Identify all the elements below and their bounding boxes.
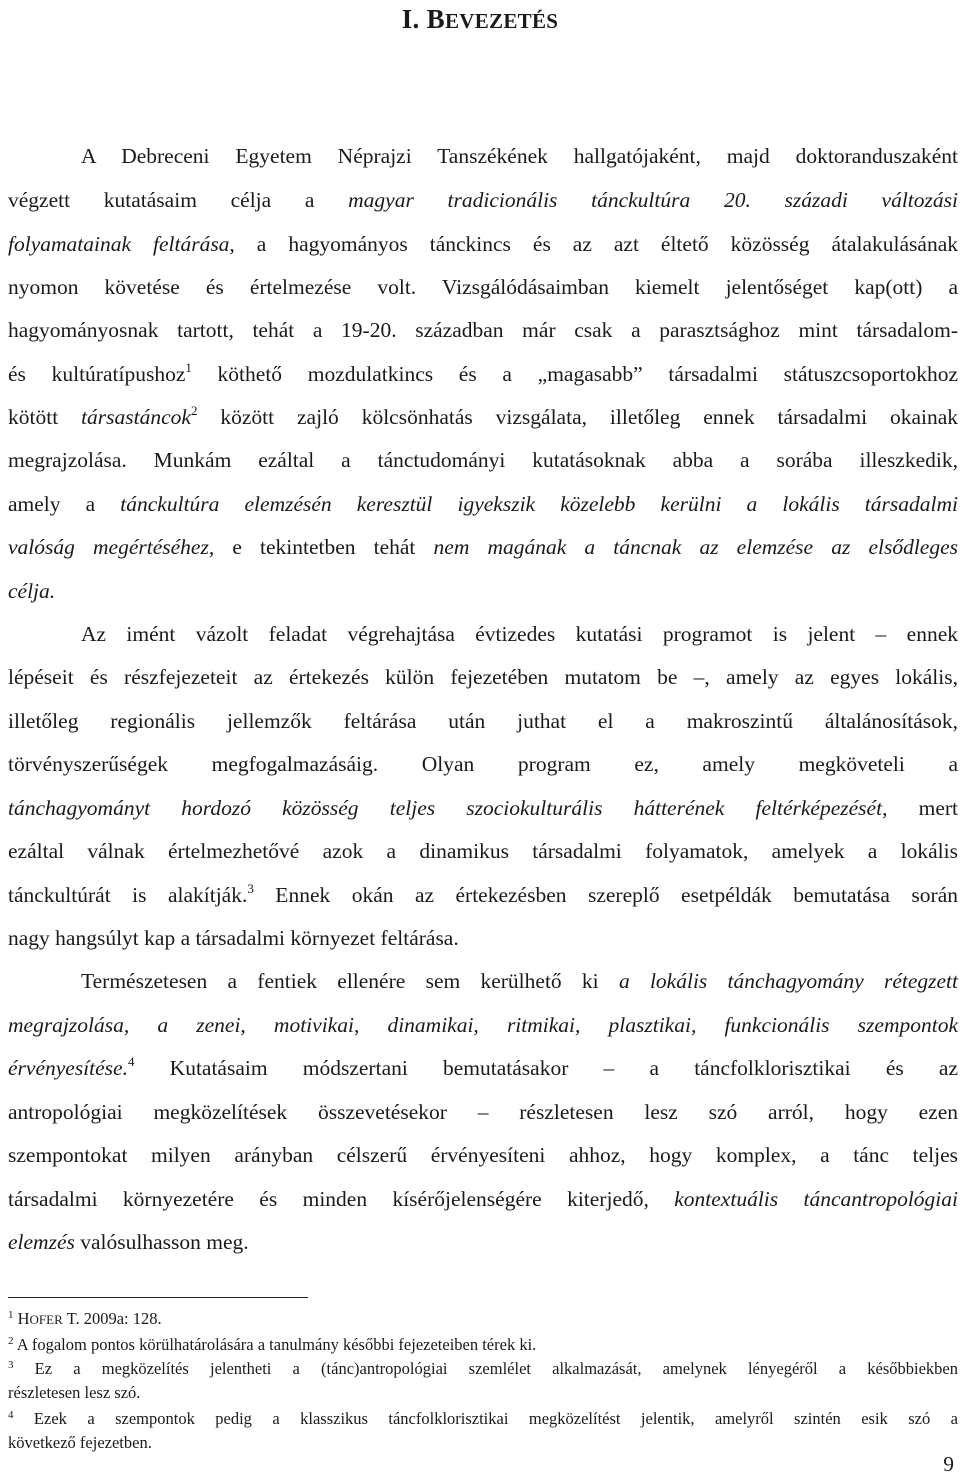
footnote-3: $^3$ Ez a megközelítés jelentheti a (tánc)antropológiai szemlélet alkalmazását, amelynek lényegéről a későbbiekben: [8, 1359, 958, 1378]
paragraph-1-line: megrajzolása. Munkám ezáltal a tánctudományi kutatásoknak abba a sorába illeszkedik,: [8, 448, 958, 472]
paragraph-1-line: hagyományosnak tartott, tehát a 19-20. században már csak a parasztsághoz mint társadalom-: [8, 318, 958, 342]
paragraph-2-line: Az imént vázolt feladat végrehajtása évtizedes kutatási programot is jelent – ennek: [81, 622, 958, 646]
paragraph-1-line: valóság megértéséhez, e tekintetben tehát nem magának a táncnak az elemzése az elsődleges: [8, 535, 958, 559]
paragraph-2-line: tánchagyományt hordozó közösség teljes szociokulturális hátterének feltérképezését, mert: [8, 796, 959, 820]
paragraph-3-line: elemzés valósulhasson meg.: [8, 1230, 249, 1254]
paragraph-3-line: megrajzolása, a zenei, motivikai, dinamikai, ritmikai, plasztikai, funkcionális szempontok: [8, 1013, 958, 1037]
footnote-ref-1: 1: [185, 360, 192, 375]
paragraph-1-line: célja.: [8, 579, 56, 603]
paragraph-2-line: illetőleg regionális jellemzők feltárása után juthat el a makroszintű általánosítások,: [8, 709, 958, 733]
paragraph-3-line: érvényesítése.$^4$ Kutatásaim módszertani bemutatásakor – a táncfolklorisztikai és az: [8, 1054, 958, 1080]
paragraph-1-line: kötött társastáncok$^2$ között zajló kölcsönhatás vizsgálata, illetőleg ennek társadalmi okainak: [8, 403, 958, 429]
footnote-separator: [8, 1297, 308, 1298]
paragraph-3-line: szempontokat milyen arányban célszerű érvényesíteni ahhoz, hogy komplex, a tánc teljes: [8, 1143, 958, 1167]
chapter-heading: [0, 2, 960, 38]
paragraph-3-line: antropológiai megközelítések összevetésekor – részletesen lesz szó arról, hogy ezen: [8, 1100, 958, 1124]
paragraph-2-line: ezáltal válnak értelmezhetővé azok a dinamikus társadalmi folyamatok, amelyek a lokális: [8, 839, 958, 863]
paragraph-1-line: végzett kutatásaim célja a magyar tradicionális tánckultúra 20. századi változási: [8, 188, 958, 212]
paragraph-2-line: tánckultúrát is alakítják.$^3$ Ennek okán az értekezésben szereplő esetpéldák bemutatása során: [8, 881, 958, 907]
paragraph-3-line: társadalmi környezetére és minden kísérőjelenségére kiterjedő, kontextuális táncantropológiai: [8, 1187, 958, 1211]
paragraph-1-line: nyomon követése és értelmezése volt. Vizsgálódásaimban kiemelt jelentőséget kap(ott) a: [8, 275, 958, 299]
page-number: 9: [943, 1452, 954, 1476]
paragraph-2-line: törvényszerűségek megfogalmazásáig. Olyan program ez, amely megköveteli a: [8, 752, 958, 776]
paragraph-1-line: folyamatainak feltárása, a hagyományos tánckincs és az azt éltető közösség átalakulásának: [8, 232, 958, 256]
paragraph-3-line: Természetesen a fentiek ellenére sem kerülhető ki a lokális tánchagyomány rétegzett: [81, 969, 958, 993]
paragraph-2-line: nagy hangsúlyt kap a társadalmi környezet feltárása.: [8, 926, 459, 950]
paragraph-1-line: amely a tánckultúra elemzésén keresztül igyekszik közelebb kerülni a lokális társadalmi: [8, 492, 958, 516]
paragraph-2-line: lépéseit és részfejezeteit az értekezés külön fejezetében mutatom be –, amely az egyes lokális,: [8, 665, 958, 689]
heading-smallcaps: EVEZETÉS: [444, 9, 559, 33]
footnote-4: $^4$ Ezek a szempontok pedig a klasszikus táncfolklorisztikai megközelítést jelentik, amelyről szintén esik szó a: [8, 1409, 958, 1428]
footnote-4-continued: következő fejezetben.: [8, 1433, 152, 1452]
footnote-ref-4: 4: [127, 1054, 135, 1069]
footnote-ref-2: 2: [190, 403, 198, 418]
paragraph-1-line: és kultúratípushoz$^1$ köthető mozdulatkincs és a „magasabb” társadalmi státuszcsoportokhoz: [8, 360, 958, 386]
footnote-2: $^2$ A fogalom pontos körülhatárolására a tanulmány későbbi fejezeteiben térek ki.: [8, 1335, 537, 1354]
footnote-ref-3: 3: [247, 881, 254, 896]
heading-initial: I. B: [401, 4, 445, 34]
footnote-1: $^1$ HOFER T. 2009a: 128.: [8, 1309, 162, 1328]
footnote-3-continued: részletesen lesz szó.: [8, 1383, 141, 1402]
paragraph-1-line: A Debreceni Egyetem Néprajzi Tanszékének hallgatójaként, majd doktoranduszaként: [81, 144, 958, 168]
